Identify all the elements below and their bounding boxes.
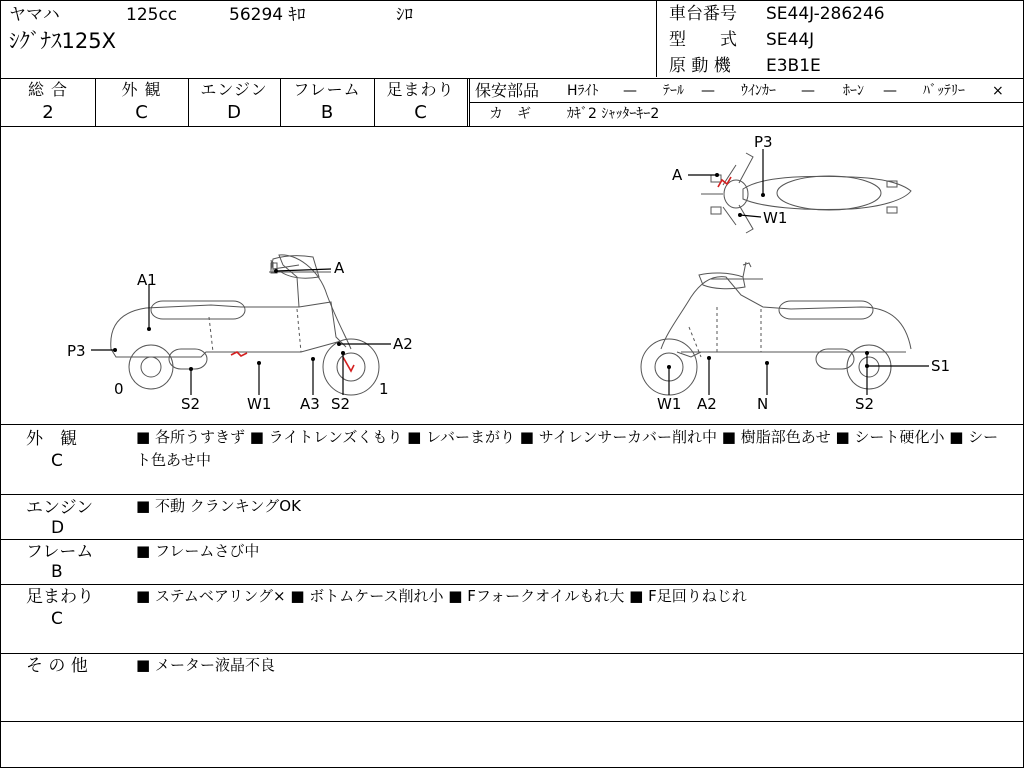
note-category-suspension: 足まわり xyxy=(26,587,94,607)
grade-value-overall: 2 xyxy=(42,102,54,123)
safety-status-winker: — xyxy=(801,83,815,99)
note-grade-exterior: C xyxy=(51,451,63,471)
left-label-a2: A2 xyxy=(393,335,413,353)
top-label-a: A xyxy=(672,166,683,184)
left-label-zero: 0 xyxy=(114,380,124,398)
maker: ヤマハ xyxy=(9,5,60,25)
grade-label-exterior: 外 観 xyxy=(121,80,162,99)
note-text-suspension: ■ ステムベアリング× ■ ボトムケース削れ小 ■ Fフォークオイルもれ大 ■ F足回りねじれ xyxy=(136,587,747,605)
left-label-a1: A1 xyxy=(137,271,157,289)
note-category-other: そ の 他 xyxy=(26,656,88,676)
safety-item-headlight: Hﾗｲﾄ xyxy=(567,83,599,99)
right-label-n: N xyxy=(757,395,769,413)
grade-value-frame: B xyxy=(320,102,334,123)
note-text-frame: ■ フレームさび中 xyxy=(136,542,260,560)
key-value: ｶｷﾞ2 ｼｬｯﾀｰｷｰ2 xyxy=(567,106,660,122)
mileage: 56294 ｷﾛ xyxy=(229,5,306,25)
scooter-left-view xyxy=(67,255,413,413)
grade-label-overall: 総 合 xyxy=(27,80,69,99)
grade-label-engine: エンジン xyxy=(200,80,268,99)
safety-status-headlight: — xyxy=(623,83,637,99)
note-category-frame: フレーム xyxy=(26,542,94,562)
right-label-s2: S2 xyxy=(855,395,875,413)
left-label-one: 1 xyxy=(379,380,389,398)
grade-value-exterior: C xyxy=(135,102,148,123)
safety-status-battery: × xyxy=(992,83,1004,99)
left-label-s2b: S2 xyxy=(331,395,351,413)
left-label-a3: A3 xyxy=(300,395,320,413)
note-grade-frame: B xyxy=(51,562,63,582)
frame-no-label: 車台番号 xyxy=(669,4,737,24)
note-text-other: ■ メーター液晶不良 xyxy=(136,656,275,674)
safety-label: 保安部品 xyxy=(475,81,540,100)
type-value: SE44J xyxy=(766,30,815,50)
engine-value: E3B1E xyxy=(766,56,821,76)
note-category-engine: エンジン xyxy=(26,498,94,518)
note-grade-engine: D xyxy=(51,518,65,538)
note-text-exterior: ■ 各所うすきず ■ ライトレンズくもり ■ レバーまがり ■ サイレンサーカバー削れ中 ■ 樹脂部色あせ ■ シート硬化小 ■ シート色あせ中 xyxy=(136,428,999,469)
note-text-engine: ■ 不動 クランキングOK xyxy=(136,497,301,515)
top-label-p3: P3 xyxy=(754,133,773,151)
grade-value-suspension: C xyxy=(414,102,427,123)
color: ｼﾛ xyxy=(396,5,413,25)
right-label-s1: S1 xyxy=(931,357,951,375)
safety-status-horn: — xyxy=(883,83,897,99)
safety-item-winker: ｳｲﾝｶｰ xyxy=(741,83,776,99)
left-label-s2a: S2 xyxy=(181,395,201,413)
safety-status-tail: — xyxy=(701,83,715,99)
type-label: 型 式 xyxy=(669,30,737,50)
scooter-right-view xyxy=(641,262,950,413)
displacement: 125cc xyxy=(126,5,178,25)
grade-value-engine: D xyxy=(227,102,241,123)
scooter-top-view xyxy=(672,133,911,233)
key-label: カ ギ xyxy=(489,106,531,122)
damage-diagram xyxy=(1,127,1023,424)
safety-item-horn: ﾎｰﾝ xyxy=(843,83,864,99)
left-label-a: A xyxy=(334,259,345,277)
safety-item-tail: ﾃｰﾙ xyxy=(663,83,684,99)
note-category-exterior: 外 観 xyxy=(26,429,77,449)
note-grade-suspension: C xyxy=(51,609,63,629)
top-label-w1: W1 xyxy=(763,209,788,227)
engine-label: 原 動 機 xyxy=(669,56,731,76)
safety-item-battery: ﾊﾞｯﾃﾘｰ xyxy=(923,83,965,99)
left-label-w1: W1 xyxy=(247,395,272,413)
right-label-w1: W1 xyxy=(657,395,682,413)
left-label-p3: P3 xyxy=(67,342,86,360)
model-name: ｼｸﾞﾅｽ125X xyxy=(9,29,116,53)
right-label-a2: A2 xyxy=(697,395,717,413)
grade-label-frame: フレーム xyxy=(293,80,361,99)
grade-label-suspension: 足まわり xyxy=(386,80,455,99)
frame-no: SE44J-286246 xyxy=(766,4,885,24)
